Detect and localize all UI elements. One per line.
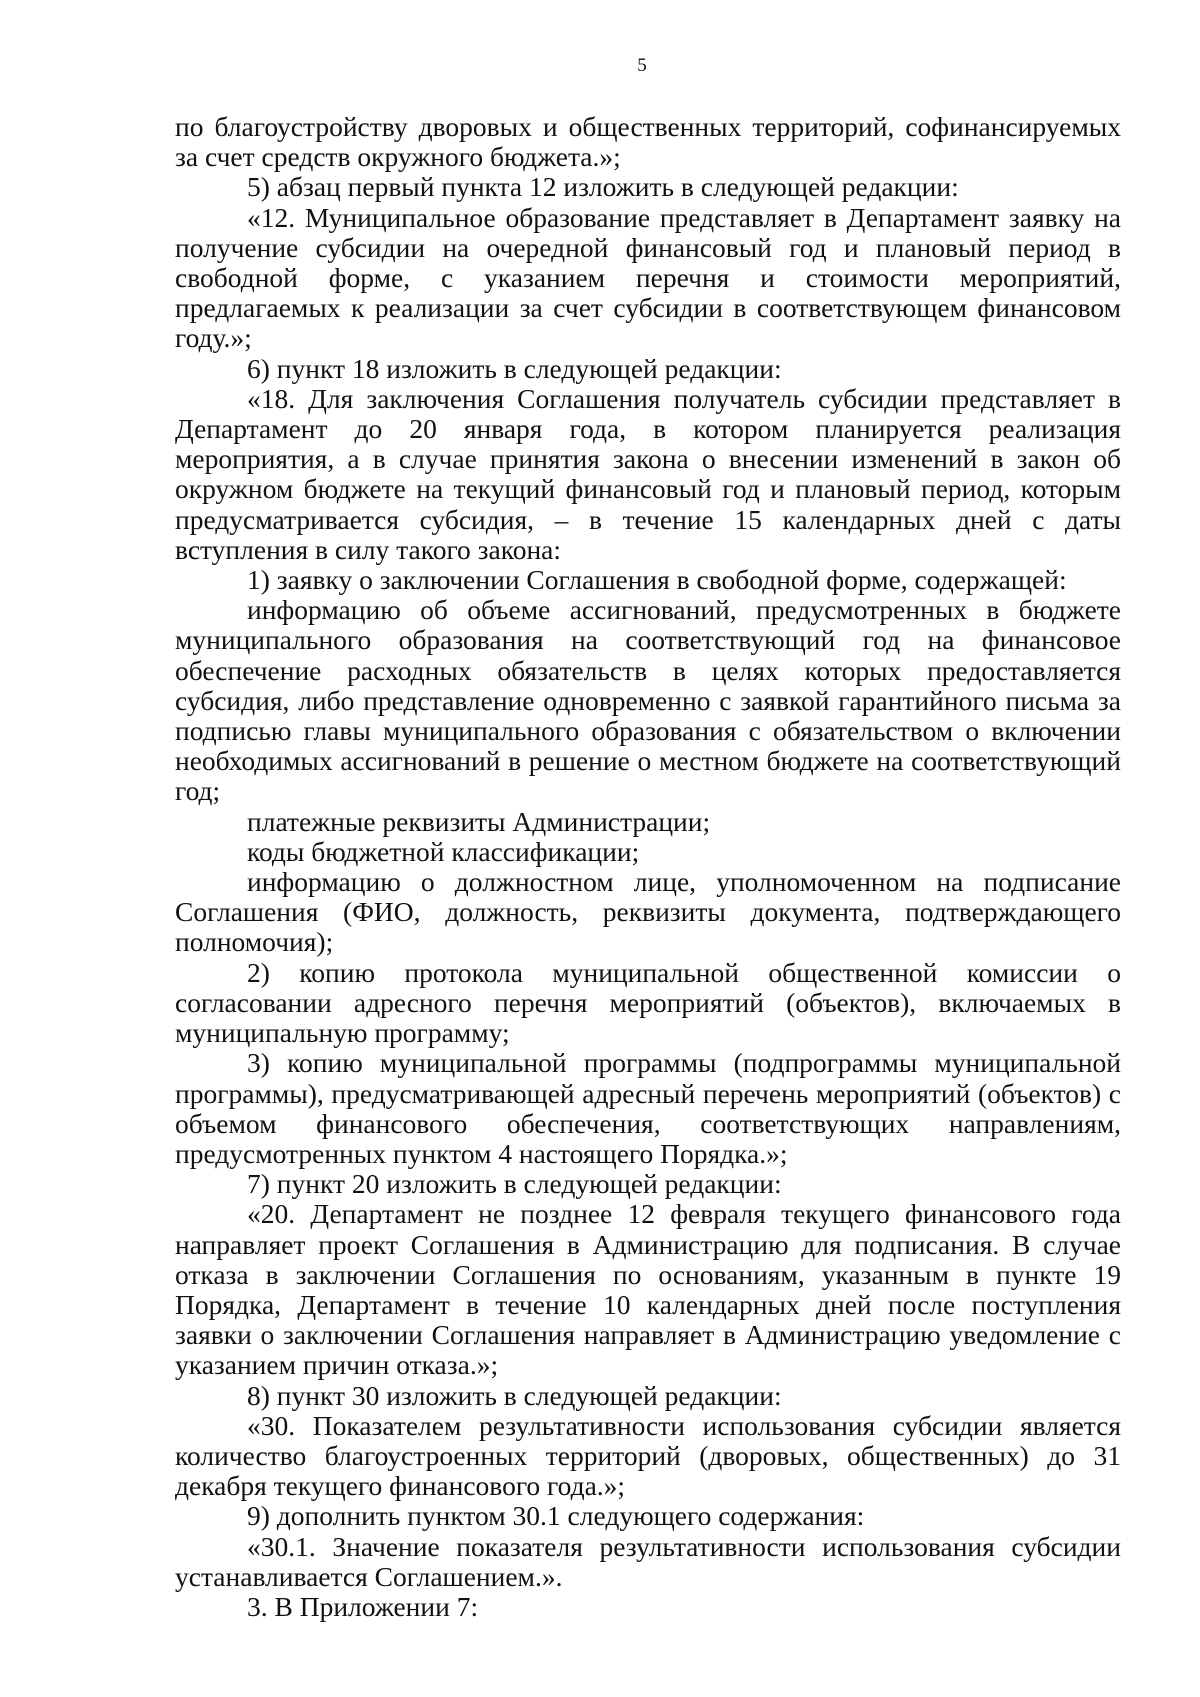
paragraph: «12. Муниципальное образование представляет в Департамент заявку на получение субсидии на очередной финансовый год и плановый период в свободной форме, с указанием перечня и стоимости мероприятий, предлагаемых к реализации за счет субсидии в соответствующем финансовом году.»; [175, 201, 1121, 354]
paragraph: 2) копию протокола муниципальной общественной комиссии о согласовании адресного перечня мероприятий (объектов), включаемых в муниципальную программу; [175, 956, 1121, 1049]
paragraph: 3. В Приложении 7: [247, 1590, 479, 1622]
paragraph: информацию об объеме ассигнований, предусмотренных в бюджете муниципального образования на соответствующий год на финансовое обеспечение расходных обязательств в целях которых предоставляется субсидия, либо представление одновременно с заявкой гарантийного письма за подписью главы муниципального образования с обязательством о включении необходимых ассигнований в решение о местном бюджете на соответствующий год; [175, 594, 1121, 807]
page-number: 5 [637, 55, 647, 76]
paragraph: 8) пункт 30 изложить в следующей редакции: [247, 1379, 782, 1411]
paragraph: «20. Департамент не позднее 12 февраля текущего финансового года направляет проект Соглашения в Администрацию для подписания. В случае отказа в заключении Соглашения по основаниям, указанным в пункте 19 Порядка, Департамент в течение 10 календарных дней после поступления заявки о заключении Соглашения направляет в Администрацию уведомление с указанием причин отказа.»; [175, 1198, 1121, 1381]
paragraph: «30. Показателем результативности использования субсидии является количество благоустроенных территорий (дворовых, общественных) до 31 декабря текущего финансового года.»; [175, 1409, 1121, 1502]
paragraph: коды бюджетной классификации; [247, 835, 640, 867]
paragraph: «30.1. Значение показателя результативности использования субсидии устанавливается Соглашением.». [175, 1530, 1121, 1592]
paragraph: «18. Для заключения Соглашения получатель субсидии представляет в Департамент до 20 января года, в котором планируется реализация мероприятия, а в случае принятия закона о внесении изменений в закон об окружном бюджете на текущий финансовый год и плановый период, которым предусматривается субсидия, – в течение 15 календарных дней с даты вступления в силу такого закона: [175, 382, 1121, 565]
paragraph: информацию о должностном лице, уполномоченном на подписание Соглашения (ФИО, должность, реквизиты документа, подтверждающего полномочия); [175, 866, 1121, 958]
paragraph: платежные реквизиты Администрации; [247, 805, 711, 837]
document-body [175, 112, 1121, 1622]
paragraph: 9) дополнить пунктом 30.1 следующего содержания: [247, 1500, 865, 1532]
paragraph: 6) пункт 18 изложить в следующей редакции: [247, 352, 782, 384]
paragraph: 7) пункт 20 изложить в следующей редакции: [247, 1168, 782, 1200]
paragraph: 3) копию муниципальной программы (подпрограммы муниципальной программы), предусматривающей адресный перечень мероприятий (объектов) с объемом финансового обеспечения, соответствующих направлениям, предусмотренных пунктом 4 настоящего Порядка.»; [175, 1047, 1121, 1169]
paragraph: 1) заявку о заключении Соглашения в свободной форме, содержащей: [247, 564, 1067, 596]
paragraph: по благоустройству дворовых и общественных территорий, софинансируемых за счет средств окружного бюджета.»; [175, 111, 1121, 173]
paragraph: 5) абзац первый пункта 12 изложить в следующей редакции: [247, 171, 959, 203]
